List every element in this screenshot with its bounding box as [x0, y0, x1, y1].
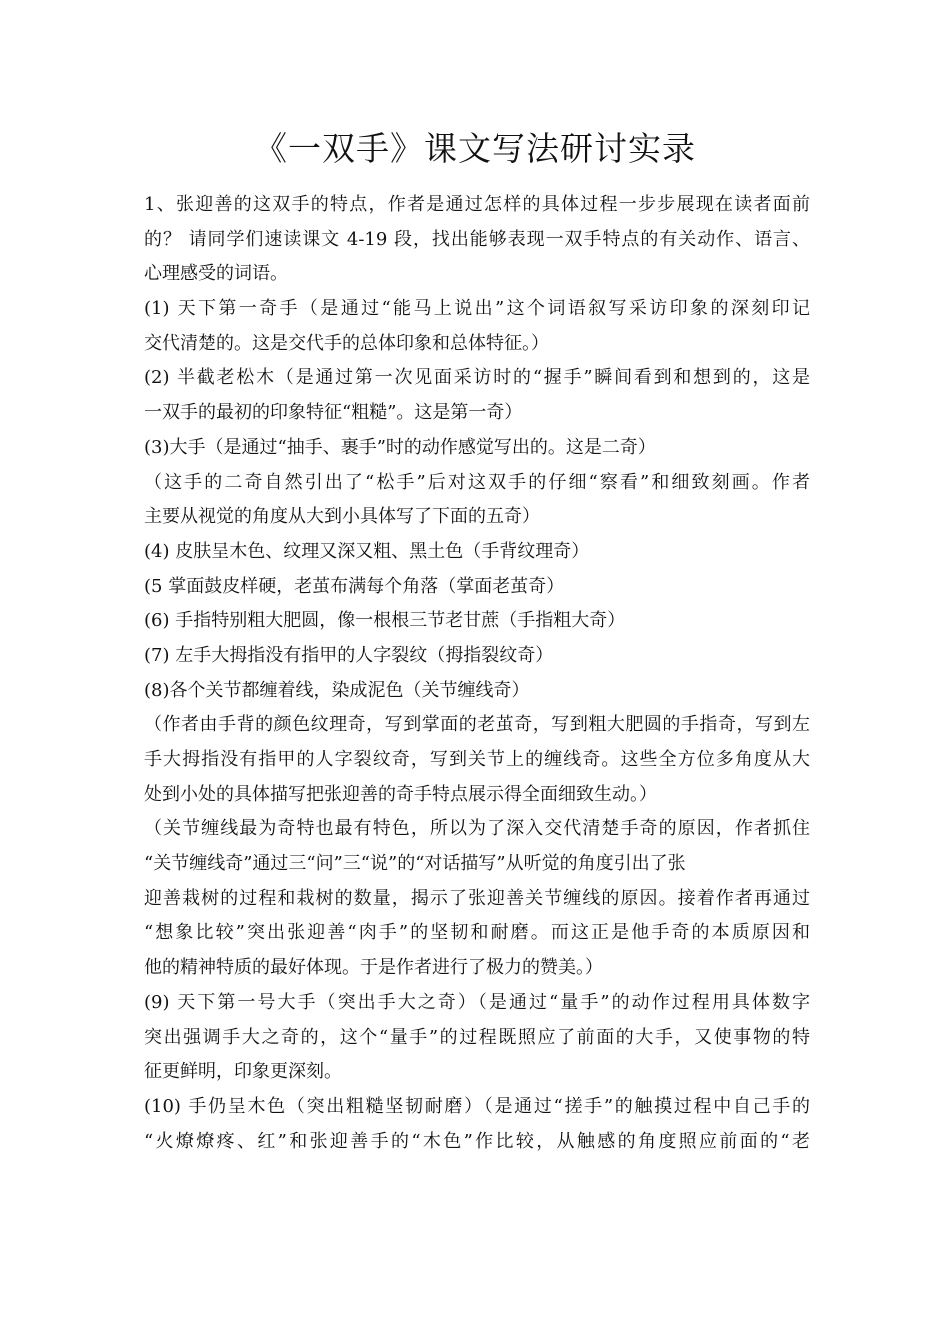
text-line: 交代清楚的。这是交代手的总体印象和总体特征。）	[144, 332, 549, 354]
text-line: 征更鲜明，印象更深刻。	[144, 1061, 342, 1083]
text-line: 突出强调手大之奇的，这个“量手”的过程既照应了前面的大手，又使事物的特	[144, 1026, 810, 1048]
text-line: 处到小处的具体描写把张迎善的奇手特点展示得全面细致生动。）	[144, 783, 657, 805]
text-line: (9) 天下第一号大手（突出手大之奇）（是通过“量手”的动作过程用具体数字	[144, 991, 810, 1013]
text-line: （作者由手背的颜色纹理奇，写到掌面的老茧奇，写到粗大肥圆的手指奇，写到左	[144, 714, 810, 736]
document-title: 《一双手》课文写法研讨实录	[254, 129, 696, 168]
text-line: (8)各个关节都缠着线，染成泥色（关节缠线奇）	[144, 679, 530, 701]
text-line: 迎善栽树的过程和栽树的数量，揭示了张迎善关节缠线的原因。接着作者再通过	[144, 887, 810, 909]
text-line: (3)大手（是通过“抽手、裹手”时的动作感觉写出的。这是二奇）	[144, 436, 656, 458]
text-line: 一双手的最初的印象特征“粗糙”。这是第一奇）	[144, 402, 523, 424]
text-line: “关节缠线奇”通过三“问”三“说”的“对话描写”从听觉的角度引出了张	[144, 853, 686, 875]
text-line: “想象比较”突出张迎善“肉手”的坚韧和耐磨。而这正是他手奇的本质原因和	[144, 922, 810, 944]
text-line: (2) 半截老松木（是通过第一次见面采访时的“握手”瞬间看到和想到的，这是	[144, 367, 810, 389]
text-line: 1、张迎善的这双手的特点，作者是通过怎样的具体过程一步步展现在读者面前	[144, 194, 810, 215]
text-line: 的？ 请同学们速读课文 4-19 段，找出能够表现一双手特点的有关动作、语言、	[144, 228, 810, 250]
text-line: （这手的二奇自然引出了“松手”后对这双手的仔细“察看”和细致刻画。作者	[144, 471, 810, 493]
text-line: (4) 皮肤呈木色、纹理又深又粗、黑土色（手背纹理奇）	[144, 540, 590, 562]
text-line: 心理感受的词语。	[144, 263, 288, 285]
text-line: (10) 手仍呈木色（突出粗糙坚韧耐磨）（是通过“搓手”的触摸过程中自己手的	[144, 1095, 810, 1117]
document-body	[144, 188, 810, 1159]
text-line: 手大拇指没有指甲的人字裂纹奇，写到关节上的缠线奇。这些全方位多角度从大	[144, 749, 810, 770]
text-line: 他的精神特质的最好体现。于是作者进行了极力的赞美。）	[144, 957, 603, 979]
text-line: (1) 天下第一奇手（是通过“能马上说出”这个词语叙写采访印象的深刻印记	[144, 298, 810, 320]
text-line: (5 掌面鼓皮样硬，老茧布满每个角落（掌面老茧奇）	[144, 575, 565, 597]
text-line: (6) 手指特别粗大肥圆，像一根根三节老甘蔗（手指粗大奇）	[144, 610, 626, 632]
text-line: (7) 左手大拇指没有指甲的人字裂纹（拇指裂纹奇）	[144, 644, 554, 666]
text-line: （关节缠线最为奇特也最有特色，所以为了深入交代清楚手奇的原因，作者抓住	[144, 818, 810, 840]
text-line: 主要从视觉的角度从大到小具体写了下面的五奇）	[144, 506, 540, 528]
text-line: “火燎燎疼、红”和张迎善手的“木色”作比较，从触感的角度照应前面的“老	[144, 1130, 810, 1152]
